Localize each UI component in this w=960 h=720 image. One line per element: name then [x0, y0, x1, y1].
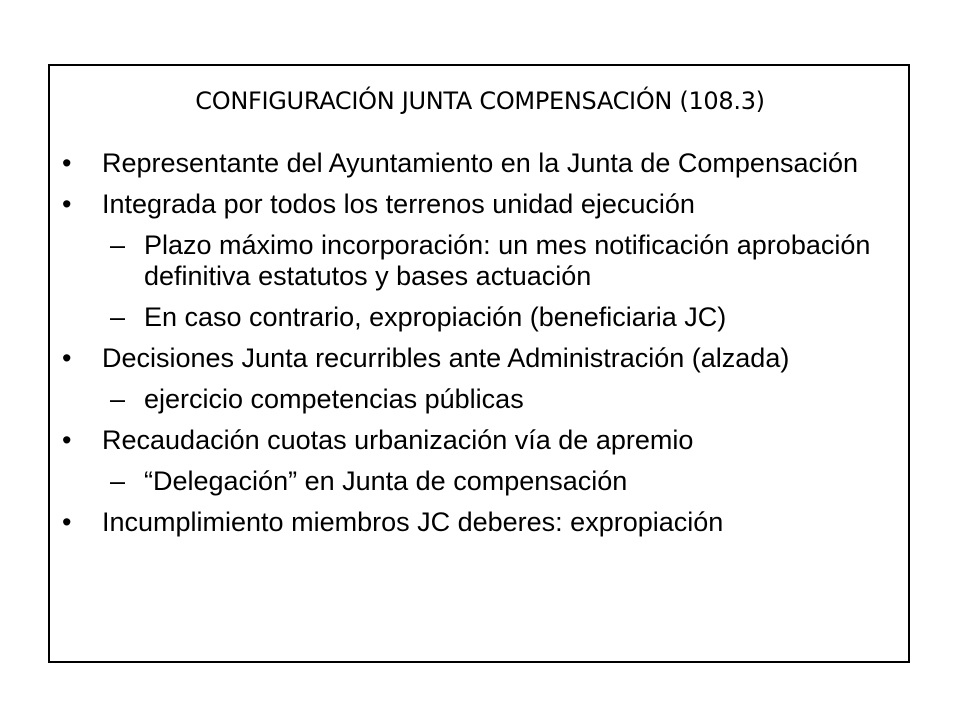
bullet-text: Representante del Ayuntamiento en la Junta de Compensación	[102, 148, 859, 178]
bullet-item	[60, 189, 905, 220]
dash-marker: –	[110, 466, 126, 496]
bullet-text: Recaudación cuotas urbanización vía de apremio	[102, 425, 694, 455]
bullet-marker: •	[62, 189, 72, 219]
bullet-list	[60, 148, 905, 548]
bullet-text: En caso contrario, expropiación (beneficiaria JC)	[144, 302, 727, 332]
bullet-item	[60, 343, 905, 374]
dash-marker: –	[110, 302, 126, 332]
dash-marker: –	[110, 230, 126, 260]
bullet-text: Plazo máximo incorporación: un mes notificación aprobación definitiva estatutos y bases actuación	[144, 230, 871, 291]
bullet-marker: •	[62, 148, 72, 178]
slide-title: CONFIGURACIÓN JUNTA COMPENSACIÓN (108.3)	[195, 87, 765, 115]
bullet-text: Integrada por todos los terrenos unidad ejecución	[102, 189, 695, 219]
bullet-item	[60, 507, 905, 538]
sub-bullet-item	[60, 466, 905, 497]
bullet-marker: •	[62, 343, 72, 373]
bullet-item	[60, 148, 905, 179]
sub-bullet-item	[60, 384, 905, 415]
bullet-text: Incumplimiento miembros JC deberes: expropiación	[102, 507, 724, 537]
bullet-item	[60, 425, 905, 456]
sub-bullet-item	[60, 302, 905, 333]
sub-bullet-item	[60, 230, 905, 292]
bullet-marker: •	[62, 425, 72, 455]
dash-marker: –	[110, 384, 126, 414]
bullet-text: “Delegación” en Junta de compensación	[144, 466, 628, 496]
bullet-marker: •	[62, 507, 72, 537]
bullet-text: ejercicio competencias públicas	[144, 384, 524, 414]
bullet-text: Decisiones Junta recurribles ante Administración (alzada)	[102, 343, 790, 373]
